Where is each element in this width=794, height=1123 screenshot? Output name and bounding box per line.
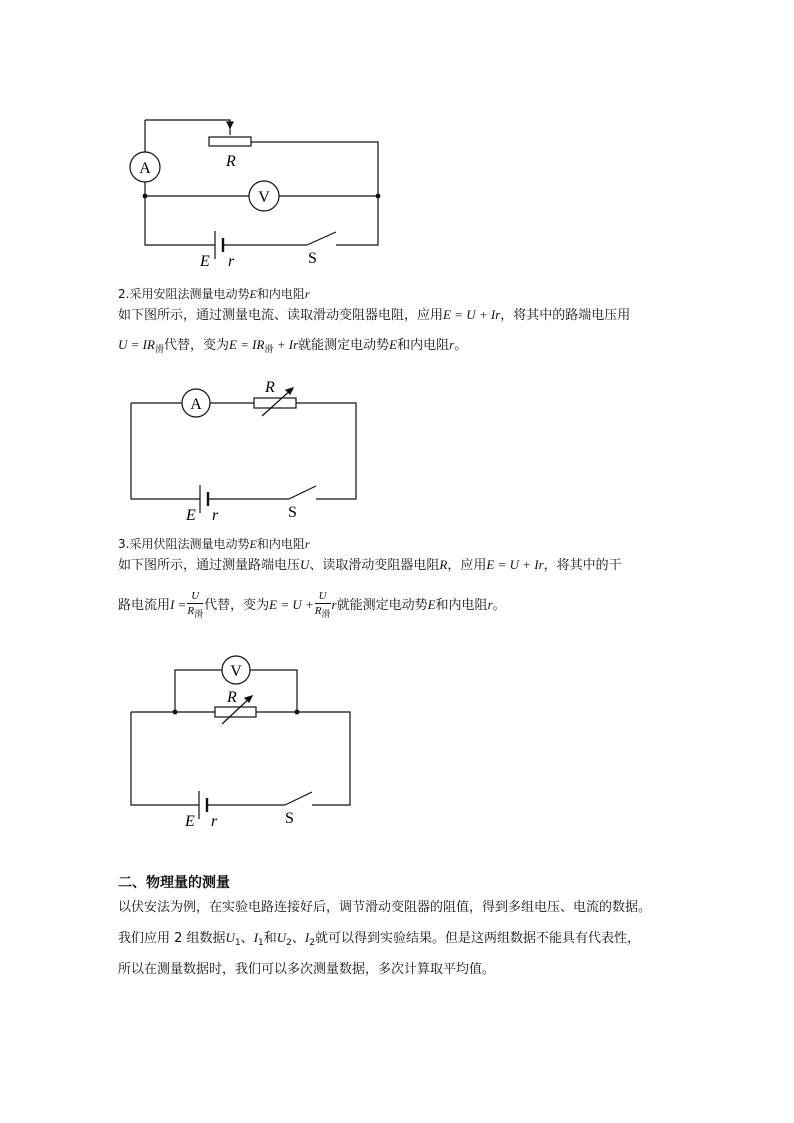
section2-title: 2.采用安阻法测量电动势E和内电阻r: [118, 287, 310, 301]
voltmeter-label: V: [258, 189, 270, 206]
rheostat-label: R: [227, 689, 237, 706]
emf-label: E: [186, 507, 196, 524]
circuit-diagram-3: [0, 650, 794, 834]
section3-line1: 如下图所示，通过测量路端电压U、读取滑动变阻器电阻R，应用E = U + Ir，将其中的干: [118, 557, 622, 573]
circuit-diagram-2: [0, 375, 794, 529]
switch-label: S: [285, 810, 294, 827]
circuit-diagram-1: [0, 110, 794, 270]
fraction: $\frac{U}{R_滑}$: [187, 589, 204, 620]
internal-resistance-label: r: [228, 253, 235, 270]
section3-line2: 路电流用I = $\frac{U}{R_滑}$ 代替，变为E = U + $\frac{U}{R_滑}$ r就能测定电动势E和内电阻r。: [118, 589, 506, 620]
internal-resistance-label: r: [212, 507, 219, 524]
switch-label: S: [288, 504, 297, 521]
ammeter-label: A: [139, 160, 151, 177]
section3-title: 3.采用伏阻法测量电动势E和内电阻r: [118, 537, 310, 551]
emf-label: E: [185, 813, 195, 830]
internal-resistance-label: r: [211, 813, 218, 830]
ammeter-label: A: [190, 396, 202, 413]
paragraph-line2: 我们应用 2 组数据$U_1$、$I_1$和$U_2$、$I_2$就可以得到实验结果。但是这两组数据不能具有代表性，: [118, 930, 641, 948]
rheostat-label: R: [265, 379, 275, 396]
rheostat-label: R: [226, 153, 236, 170]
section2-line2: $U = IR_滑$代替，变为$E = IR_滑 + Ir$就能测定电动势E和内电阻r。: [118, 337, 468, 355]
switch-label: S: [308, 250, 317, 267]
section-heading: 二、物理量的测量: [118, 875, 230, 891]
section2-line1: 如下图所示，通过测量电流、读取滑动变阻器电阻，应用E = U + Ir，将其中的路端电压用: [118, 307, 631, 323]
emf-label: E: [200, 253, 210, 270]
fraction: $\frac{U}{R_滑}$: [314, 589, 331, 620]
paragraph-line3: 所以在测量数据时，我们可以多次测量数据，多次计算取平均值。: [118, 962, 496, 977]
voltmeter-label: V: [230, 663, 242, 680]
paragraph-line1: 以伏安法为例，在实验电路连接好后，调节滑动变阻器的阻值，得到多组电压、电流的数据。: [118, 900, 652, 915]
